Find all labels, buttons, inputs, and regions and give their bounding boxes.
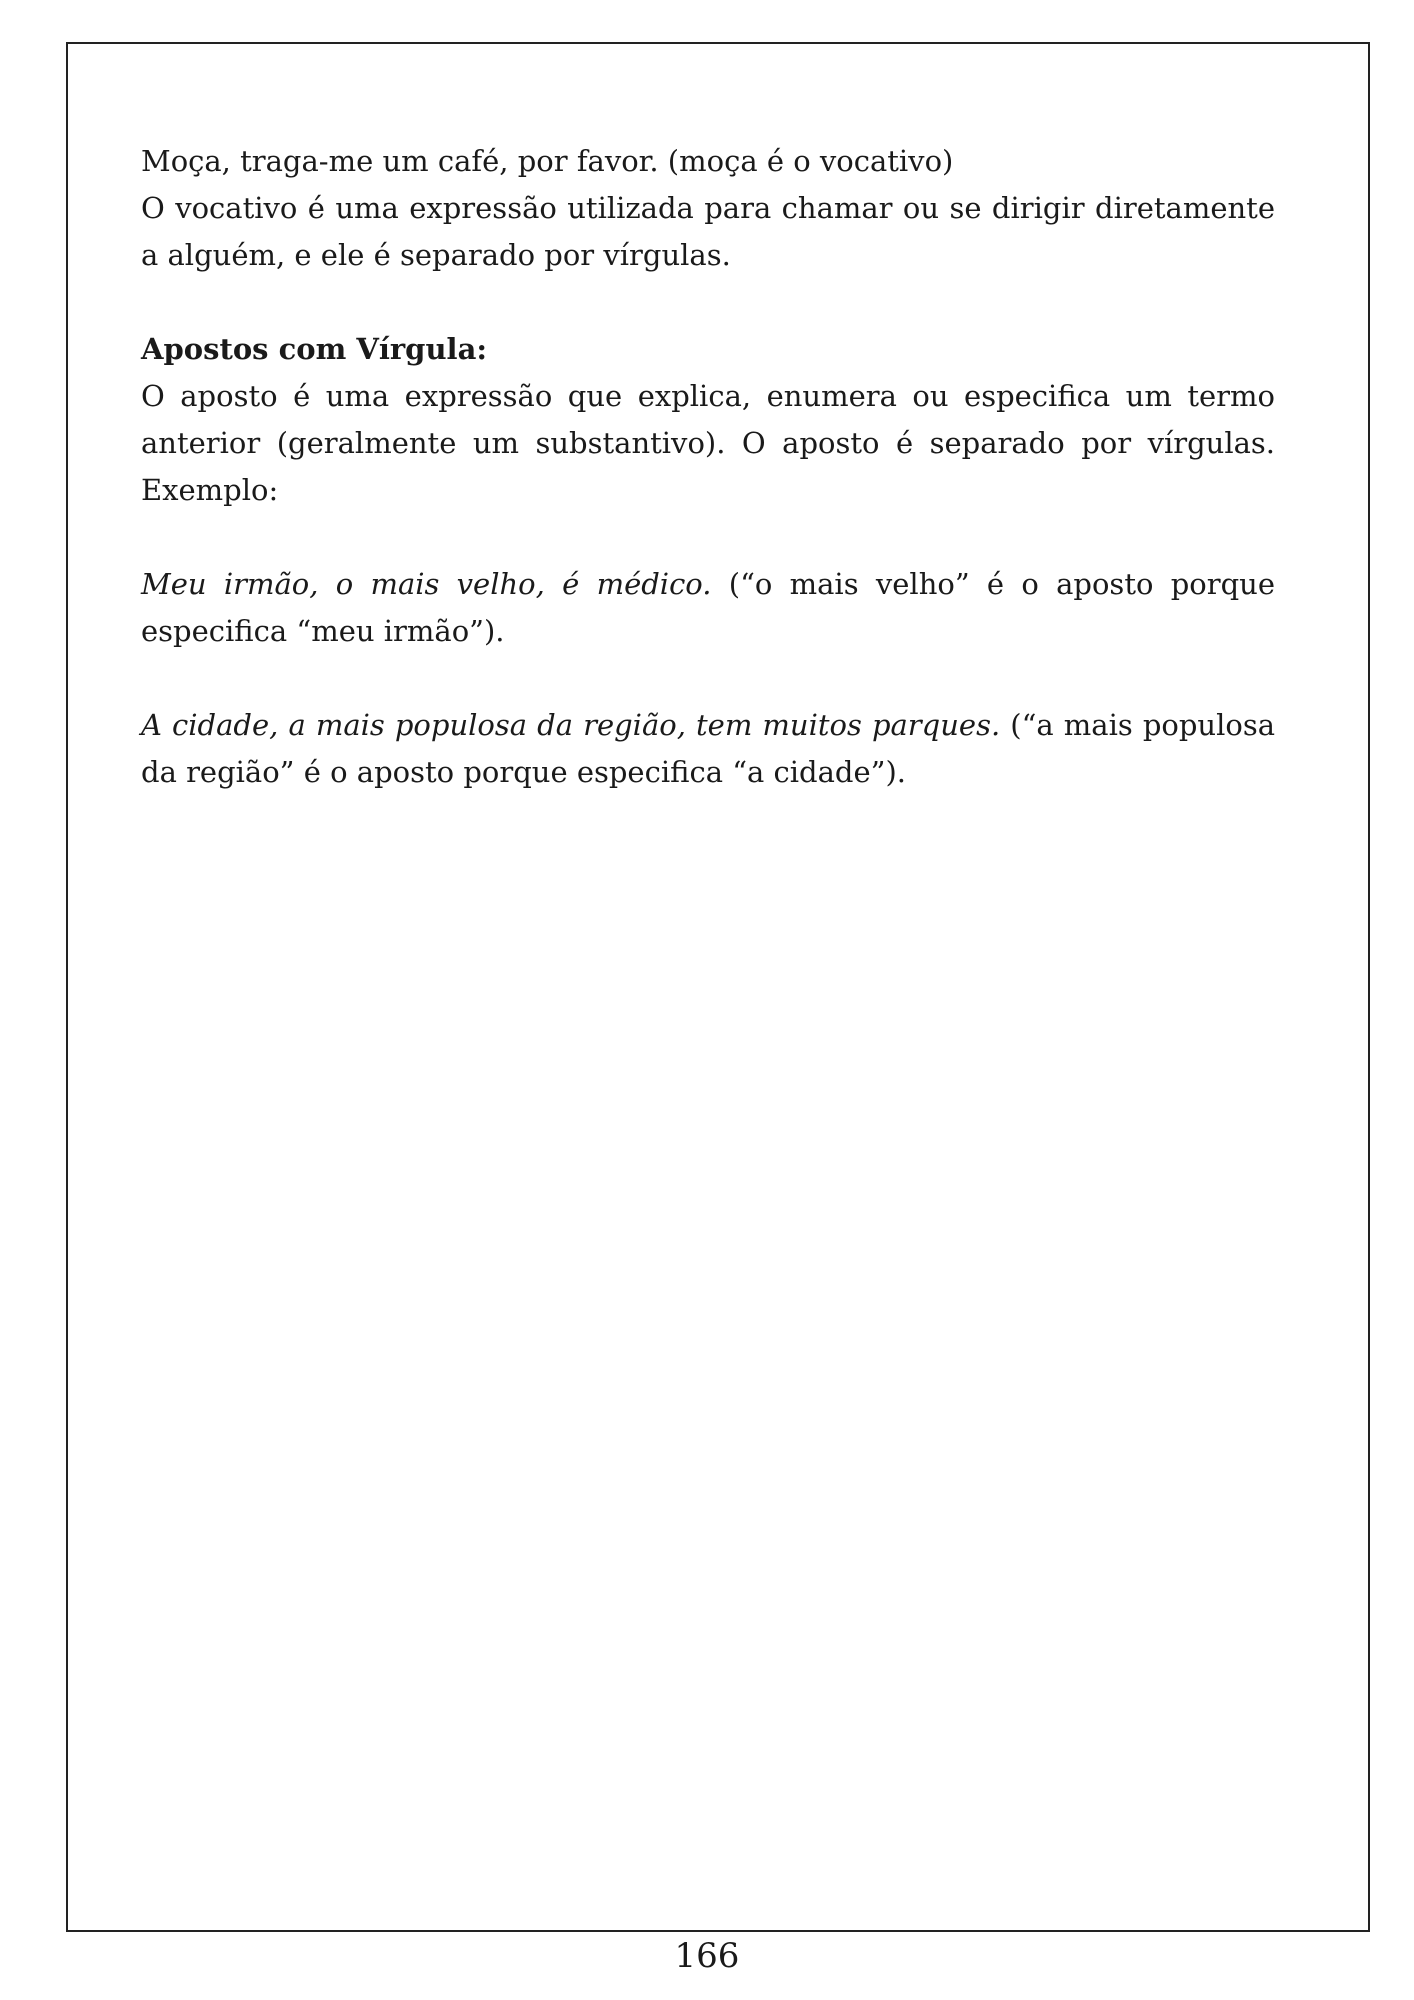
spacer [141, 514, 1275, 561]
vocativo-explanation: O vocativo é uma expressão utilizada para chamar ou se dirigir diretamente a alguém, e ele é separado por vírgulas. [141, 191, 1275, 272]
example-2-comment: (“a mais populosa da região” é o aposto porque especifica “a cidade”). [141, 708, 1275, 789]
page-number: 166 [674, 1936, 740, 1976]
aposto-example-2 [141, 702, 1275, 796]
example-2-sentence: A cidade, a mais populosa da região, tem muitos parques. [141, 708, 1001, 742]
page-body [141, 138, 1275, 796]
aposto-explanation: O aposto é uma expressão que explica, enumera ou especifica um termo anterior (geralmente um substantivo). O aposto é separado por vírgulas. Exemplo: [141, 379, 1275, 507]
example-1-sentence: Meu irmão, o mais velho, é médico. [141, 567, 712, 601]
vocativo-example: Moça, traga-me um café, por favor. (moça é o vocativo) [141, 144, 954, 178]
example-1-comment: (“o mais velho” é o aposto porque especifica “meu irmão”). [141, 567, 1275, 648]
aposto-example-1 [141, 561, 1275, 655]
section-heading: Apostos com Vírgula: [141, 332, 488, 366]
spacer [141, 655, 1275, 702]
spacer [141, 279, 1275, 326]
